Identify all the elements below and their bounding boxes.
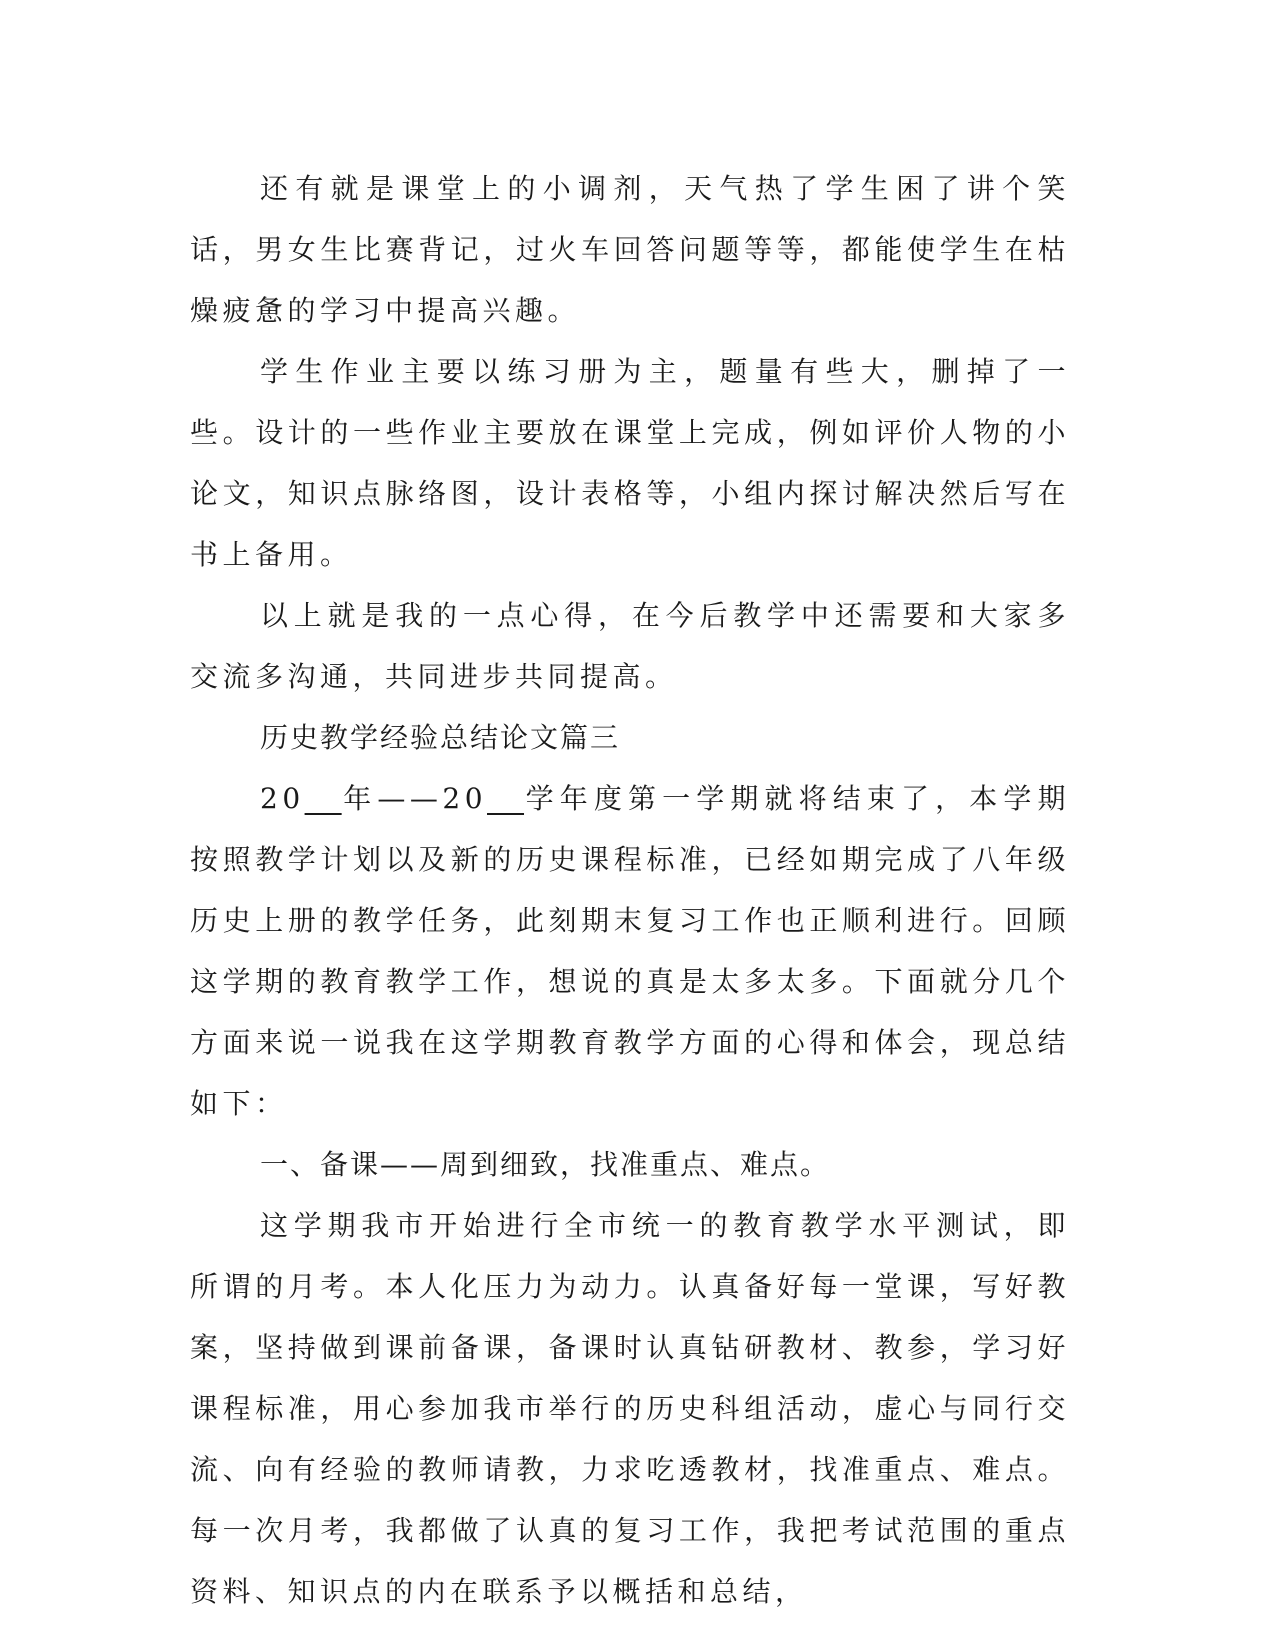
paragraph-semester-intro: [190, 768, 1070, 1134]
year-start: 20: [260, 782, 305, 815]
paragraph-classroom-tips: 还有就是课堂上的小调剂，天气热了学生困了讲个笑话，男女生比赛背记，过火车回答问题等等，都能使学生在枯燥疲惫的学习中提高兴趣。: [190, 172, 1070, 327]
section-title: 历史教学经验总结论文篇三: [260, 721, 621, 754]
year-blank-1: __: [304, 782, 342, 815]
year-blank-2: __: [487, 782, 525, 815]
paragraph-monthly-exam: 这学期我市开始进行全市统一的教育教学水平测试，即所谓的月考。本人化压力为动力。认真备好每一堂课，写好教案，坚持做到课前备课，备课时认真钻研教材、教参，学习好课程标准，用心参加我市举行的历史科组活动，虚心与同行交流、向有经验的教师请教，力求吃透教材，找准重点、难点。每一次月考，我都做了认真的复习工作，我把考试范围的重点资料、知识点的内在联系予以概括和总结，: [190, 1209, 1070, 1608]
subheading-lesson-prep: 一、备课——周到细致，找准重点、难点。: [260, 1148, 831, 1181]
paragraph-conclusion: 以上就是我的一点心得，在今后教学中还需要和大家多交流多沟通，共同进步共同提高。: [190, 599, 1070, 693]
semester-intro-text: 学年度第一学期就将结束了，本学期按照教学计划以及新的历史课程标准，已经如期完成了八年级历史上册的教学任务，此刻期末复习工作也正顺利进行。回顾这学期的教育教学工作，想说的真是太多太多。下面就分几个方面来说一说我在这学期教育教学方面的心得和体会，现总结如下：: [190, 782, 1070, 1120]
document-body: [190, 158, 1070, 1622]
year-middle: 年——20: [341, 782, 488, 815]
paragraph-homework: 学生作业主要以练习册为主，题量有些大，删掉了一些。设计的一些作业主要放在课堂上完成，例如评价人物的小论文，知识点脉络图，设计表格等，小组内探讨解决然后写在书上备用。: [190, 355, 1070, 571]
